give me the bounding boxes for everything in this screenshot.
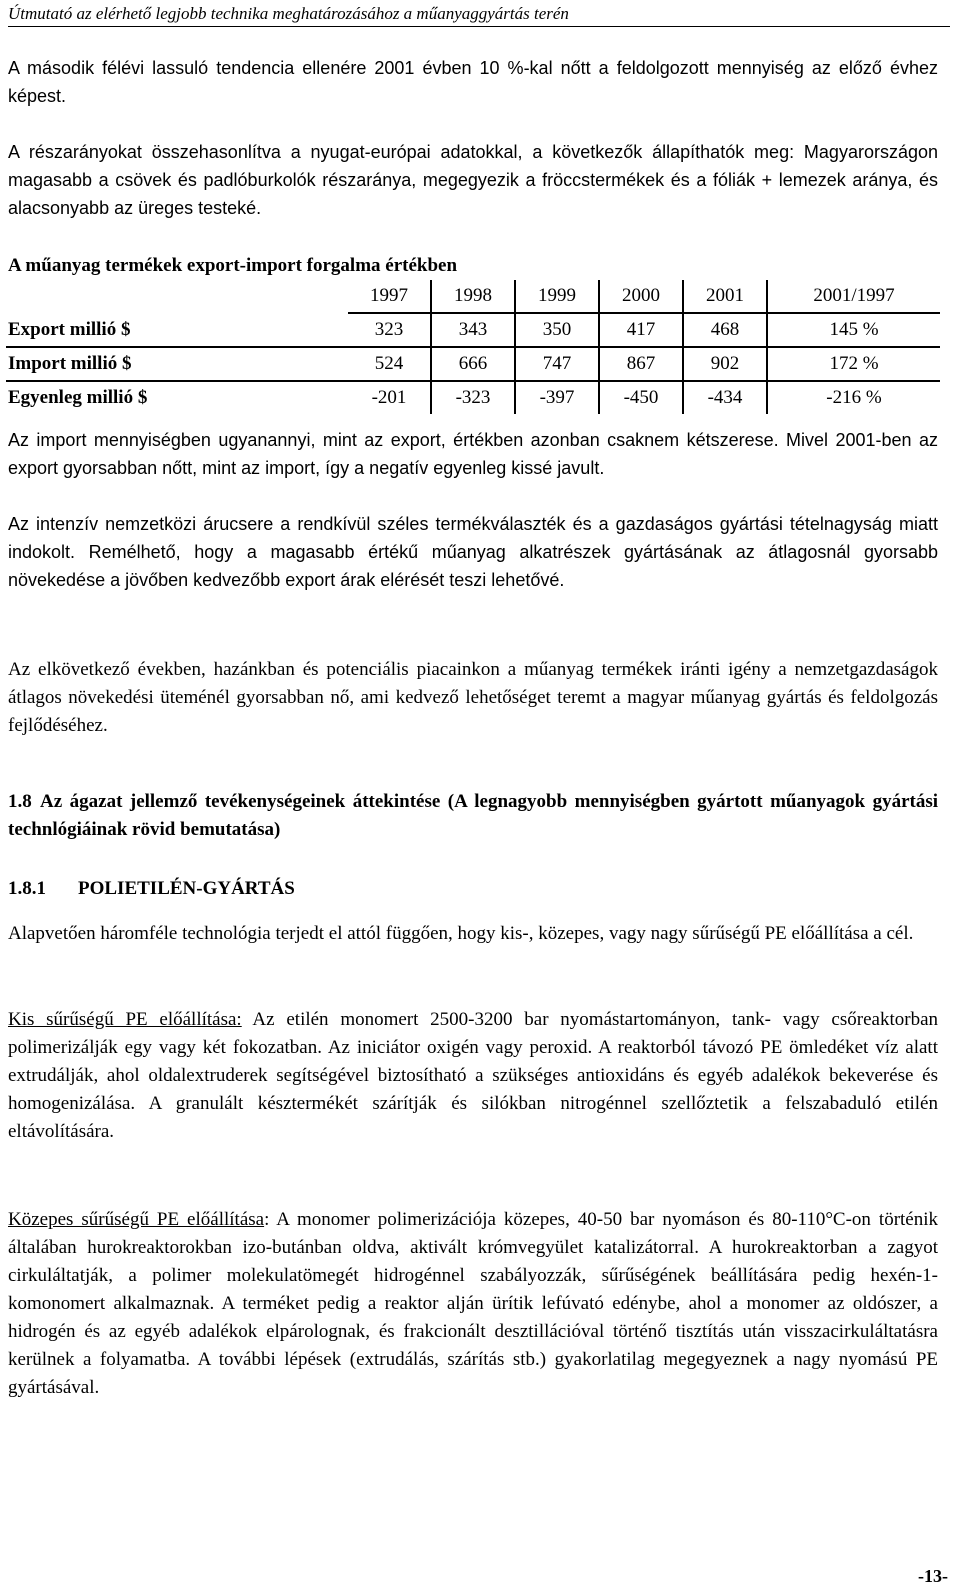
row-label: Export millió $ — [6, 313, 348, 347]
table-cell: -323 — [431, 381, 515, 414]
table-title: A műanyag termékek export-import forgalma értékben — [8, 255, 458, 276]
low-density-text: Az etilén monomert 2500-3200 bar nyomástartományon, tank- vagy csőreaktorban polimerizálják egy vagy két fokozatban. Az iniciátor oxigén vagy peroxid. A reaktorból távozó PE ömledéket víz alatt extrudálják, ahol oldalextruderek segítségével biztosítható a szükséges antioxidáns és egyéb adalékok bekeverése és homogenizálása. A granulált késztermékét szárítják és silókban nitrogénnel szellőztetik a felszabaduló etilén eltávolítására. — [8, 1009, 938, 1142]
table-cell: 172 % — [767, 347, 940, 381]
paragraph-ratios: A részarányokat összehasonlítva a nyugat-európai adatokkal, a következők állapíthatók meg: Magyarországon magasabb a csövek és padlóburkolók részaránya, megegyezik a fröccstermékek és a fóliák + lemezek aránya, és alacsonyabb az üreges testeké. — [8, 142, 938, 218]
paragraph-import: Az import mennyiségben ugyanannyi, mint az export, értékben azonban csaknem kétszerese. Mivel 2001-ben az export gyorsabban nőtt, mint az import, így a negatív egyenleg kissé javult. — [8, 430, 938, 478]
section-heading-1-8 — [8, 788, 938, 844]
section-title: POLIETILÉN-GYÁRTÁS — [78, 878, 295, 899]
col-header: 2000 — [599, 280, 683, 313]
section-title: Az ágazat jellemző tevékenységeinek áttekintése (A legnagyobb mennyiségben gyártott műanyagok gyártási technlógiáinak rövid bemutatása) — [8, 791, 938, 840]
table-row — [6, 347, 940, 381]
section-number: 1.8 — [8, 791, 32, 812]
col-header: 2001/1997 — [767, 280, 940, 313]
page-number: -13- — [918, 1566, 948, 1586]
paragraph-trade: Az intenzív nemzetközi árucsere a rendkívül széles termékválaszték és a gazdaságos gyártási tételnagyság miatt indokolt. Remélhető, hogy a magasabb értékű műanyag alkatrészek gyártásának az átlagosnál gyorsabb növekedése a jövőben kedvezőbb export árak elérését teszi lehetővé. — [8, 514, 938, 590]
table-cell: 343 — [431, 313, 515, 347]
low-density-term: Kis sűrűségű PE előállítása: — [8, 1009, 242, 1030]
col-header: 2001 — [683, 280, 767, 313]
col-header: 1999 — [515, 280, 599, 313]
export-import-table — [6, 280, 940, 414]
row-label: Import millió $ — [6, 347, 348, 381]
table-cell: 417 — [599, 313, 683, 347]
running-header: Útmutató az elérhető legjobb technika meghatározásához a műanyaggyártás terén — [8, 4, 950, 27]
paragraph-low-density — [8, 1006, 938, 1146]
table-cell: -216 % — [767, 381, 940, 414]
table-row — [6, 381, 940, 414]
paragraph-growth: A második félévi lassuló tendencia ellenére 2001 évben 10 %-kal nőtt a feldolgozott mennyiség az előző évhez képest. — [8, 58, 938, 106]
paragraph-medium-density — [8, 1206, 938, 1402]
section-heading-1-8-1 — [8, 876, 295, 902]
paragraph-outlook: Az elkövetkező években, hazánkban és potenciális piacainkon a műanyag termékek iránti igény a nemzetgazdaságok átlagos növekedési üteménél gyorsabban nő, ami kedvező lehetőséget teremt a magyar műanyag gyártás és feldolgozás fejlődéséhez. — [8, 659, 938, 736]
table-cell: -201 — [371, 387, 407, 408]
table-cell: 747 — [515, 347, 599, 381]
table-cell: 902 — [683, 347, 767, 381]
table-cell: 666 — [431, 347, 515, 381]
table-corner — [6, 280, 348, 313]
table-cell: 350 — [515, 313, 599, 347]
paragraph-pe-intro: Alapvetően háromféle technológia terjedt el attól függően, hogy kis-, közepes, vagy nagy sűrűségű PE előállítása a cél. — [8, 923, 914, 944]
table-header-row — [6, 280, 940, 313]
table-cell: -450 — [599, 381, 683, 414]
col-header: 1997 — [348, 280, 431, 313]
table-cell: 145 % — [767, 313, 940, 347]
table-cell: -434 — [683, 381, 767, 414]
table-cell: 468 — [683, 313, 767, 347]
medium-density-text: : A monomer polimerizációja közepes, 40-50 bar nyomáson és 80-110°C-on történik általában hurokreaktorokban izo-butánban oldva, aktivált krómvegyület katalizátorral. A hurokreaktorban a zagyot cirkuláltatják, a polimer molekulatömegét hidrogénnel szabályozzák, sűrűségének beállítására pedig hexén-1-komonomert alkalmaznak. A terméket pedig a reaktor alján ürítik lefúvató edénybe, ahol a monomer az oldószer, a hidrogén és az egyéb adalékok elpárolognak, és frakcionált desztillációval történő tisztítás után visszacirkuláltatásra kerülnek a folyamatba. A további lépések (extrudálás, szárítás stb.) gyakorlatilag megegyeznek a nagy nyomású PE gyártásával. — [8, 1209, 939, 1398]
table-cell: 323 — [348, 313, 431, 347]
row-label: Egyenleg millió $ — [8, 387, 148, 408]
table-row — [6, 313, 940, 347]
medium-density-term: Közepes sűrűségű PE előállítása — [8, 1209, 265, 1230]
col-header: 1998 — [431, 280, 515, 313]
table-cell: 524 — [348, 347, 431, 381]
section-number: 1.8.1 — [8, 878, 46, 899]
table-cell: 867 — [599, 347, 683, 381]
table-cell: -397 — [515, 381, 599, 414]
